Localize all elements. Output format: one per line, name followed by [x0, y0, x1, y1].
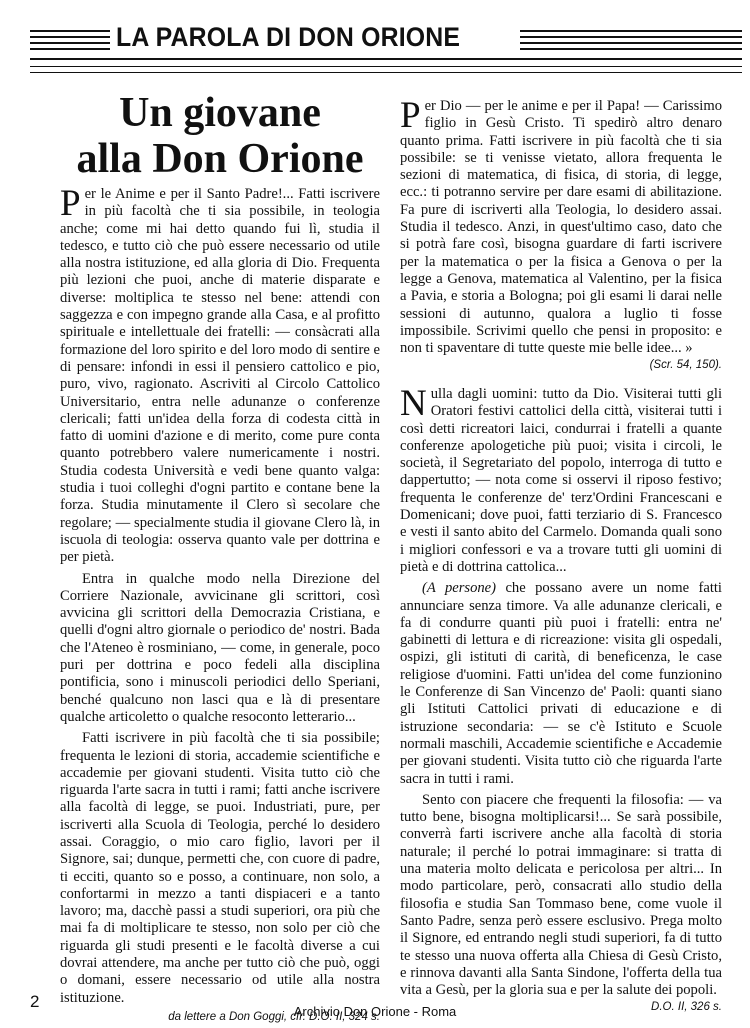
italic-phrase: (A persone) — [422, 580, 497, 597]
article-title — [60, 90, 380, 182]
paragraph: Fatti iscrivere in più facoltà che ti sia possibile; frequenta le lezioni di storia, accademie scientifiche e accademie per giovani studenti. Visita tutto ciò che riguarda l'arte sacra in tutti i rami; fatti anche iscrivere alla facoltà di legge, se puoi. Industriati, pure, per iscriverti alla Scuola di Teologia, perché lo desidero assai. Coraggio, o mio caro figlio, lavori per il Signore, sai; dunque, permetti che, con cuore di padre, ti ecciti, quanto so e posso, a continuare, non solo, a confortarmi in mezzo a tanti dispiaceri e a tanto lavoro; ma, dacchè passi a studi superiori, ora più che mai fa di moltiplicare te stesso, non solo per ciò che riguarda gli studi presenti e le facoltà diverse a cui dovrai attendere, ma anche per tutto ciò che può, oggi o domani, essere necessario od utile alla nostra istituzione. — [60, 730, 380, 1006]
paragraph — [400, 580, 722, 788]
paragraph-text: Sento con piacere che frequenti la filosofia: — va tutto bene, bisogna moltiplicarsi!... Se sarà possibile, converrà farti iscrivere anche alla facoltà di storia naturale; il perché lo potrai immaginare: si tratta di una materia molto delicata e pericolosa per altri... In modo particolare, però, consacrati allo studio della filosofia e studia San Tommaso bene, come vuole il Santo Padre, senza però essere esclusivo. Prega molto il Signore, ed entrando negli studi superiori, fa di tutto te stesso una nuova offerta alla Chiesa di Gesù Cristo, e rinnova davanti alla Santa Sindone, l'offerta della tua vita a Gesù, per la gloria sua e per la salute dei popoli. — [400, 791, 722, 999]
header-rule-top — [30, 58, 742, 60]
section-header — [30, 18, 742, 70]
article-title-line2: alla Don Orione — [76, 136, 364, 182]
citation: da lettere a Don Goggi, cfr. D.O. II, 324 s. — [168, 1010, 380, 1023]
drop-cap: P — [400, 95, 421, 136]
paragraph-text: ulla dagli uomini: tutto da Dio. Visiterai tutti gli Oratori festivi cattolici della città, visiterai tutti i così detti ricreatori laici, condurrai i fratelli a quante conferenze apologetiche più puoi; visita i circoli, le società, il Segretariato del popolo, interroga di tutto e dappertutto; — nota come si osservi il riposo festivo; frequenta le conferenze de' terz'Ordini Francescani e Domenicani; dove puoi, fatti terziario di S. Francesco e vesti il santo abito del Carmelo. Domanda quali sono i migliori confessori e va a trovare tutti gli uomini di pietà e di dottrina cattolica... — [400, 386, 722, 575]
citation: D.O. II, 326 s. — [651, 1001, 722, 1014]
drop-cap: P — [60, 183, 81, 224]
paragraph-text: er Dio — per le anime e per il Papa! — Carissimo figlio in Gesù Cristo. Ti spedirò altro denaro quanto prima. Fatti iscrivere in più facoltà che ti sia possibile: se ti venisse vietato, allora frequenta le sezioni di matematica, di fisica, di storia, di legge, ecc.: ti potranno servire per dare esami di abilitazione. Fa pure di iscriverti alla Teologia, lo desidero assai. Studia il tedesco. Anzi, in quest'ultimo caso, dato che si potrà fare così, bisogna guardare di farti iscrivere per la matematica o per la fisica a Genova o per la legge a Genova, matematica al Valentino, per la fisica a Pavia, e storia a Bologna; poi gli esami li darai nelle sessioni di autunno, qualora a luglio ti fosse impossibile. Scrivimi quello che pensi in proposito: e non ti spaventare di tutte queste mie belle idee... » — [400, 98, 722, 357]
drop-cap: N — [400, 383, 427, 424]
header-ornament-right — [520, 30, 742, 52]
page-number: 2 — [30, 992, 40, 1011]
header-ornament-left — [30, 30, 110, 52]
paragraph: Entra in qualche modo nella Direzione del Corriere Nazionale, avvicinane gli scrittori, così avvicina gli scrittori della Democrazia Cristiana, e quelli d'ogni altro giornale o periodico de' nostri. Bada che l'Ateneo è rosminiano, — come, in generale, poco puri per dottrina e poco fedeli alla disciplina pontificia, sono i minuscoli periodici dello Speriani, benché qualcuno non lasci qua e là di presentare qualche articoletto o qualche resoconto letterario... — [60, 570, 380, 725]
citation: (Scr. 54, 150). — [649, 359, 722, 372]
paragraph — [400, 383, 722, 576]
paragraph — [400, 791, 722, 1014]
paragraph-text: che possano avere un nome fatti annunciare senza timore. Va alle adunanze clericali, e fa di condurre quanti più puoi i fratelli: entra ne' gabinetti di lettura e di ricreazione: visita gli ospedali, ospizi, gli istituti di carità, di beneficenza, le case religiose d'uomini. Fatti un'idea del come funzionino le Conferenze di San Vincenzo de' Paoli: quanti siano gli Istituti Cattolici privati di educazione e di istruzione secondaria: — se c'è Istituto e Scuole normali maschili, Accademie scientifiche e Accademie per giovani studenti. Visita tutto ciò che riguarda l'arte sacra in tutti i rami. — [400, 580, 722, 787]
header-rule-mid — [30, 66, 742, 67]
left-column — [60, 183, 380, 1026]
right-column-top — [400, 95, 722, 375]
article-title-line1: Un giovane — [119, 90, 321, 136]
section-title: LA PAROLA DI DON ORIONE — [116, 22, 461, 52]
header-rule-bottom — [30, 72, 742, 73]
paragraph-text: er le Anime e per il Santo Padre!... Fatti iscrivere in più facoltà che ti sia possibile, in teologia anche; come mi hai detto quando fui lì, studia il tedesco, e tutto ciò che può essere necessario od utile alla nostra istituzione, ed alla gloria di Dio. Frequenta più lezioni che puoi, anche di materie disparate e diverse: moltiplica te stesso nel bene: attendi con saggezza e con impegno grande alla Casa, e al profitto spirituale e intellettuale dei fratelli: — consàcrati alla formazione del loro spirito e del loro modo di sentire e di pensare: infondi in essi il pensiero cattolico e pio, puro, vivo, ragionato. Ascriviti al Circolo Cattolico Universitario, entra nelle adunanze o conferenze clericali; fatti un'idea della forza di codesta città in fatto di uomini d'azione e di merito, come pure conta quanto potrebbero valere numericamente i nostri. Studia codesta Università e vedi bene quanto valga: studia i tuoi colleghi d'ogni partito e contane bene la forza. Studia minutamente il Clero sì secolare che regolare; — specialmente studia il giovane Clero là, in iscuola di teologia: osserva quanto vale per dottrina e per pietà. — [60, 186, 380, 566]
paragraph — [60, 183, 380, 567]
paragraph — [400, 95, 722, 372]
right-column-bottom — [400, 383, 722, 1017]
archive-footer: Archivio Don Orione - Roma — [293, 1004, 457, 1019]
